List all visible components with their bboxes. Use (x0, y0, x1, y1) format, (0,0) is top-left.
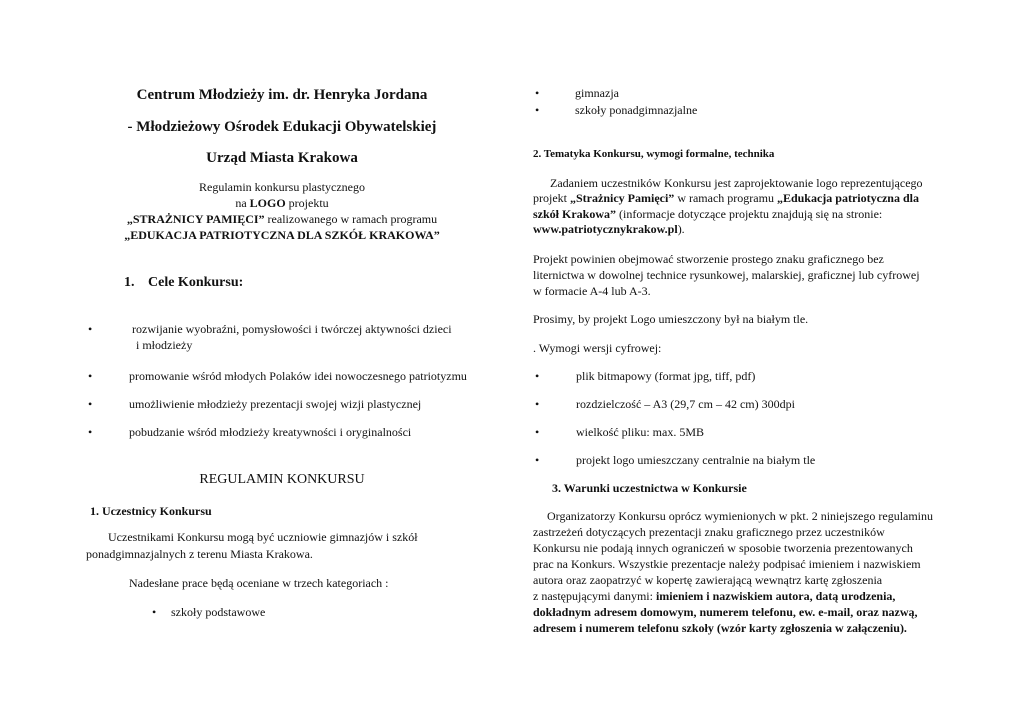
bullet-icon: • (535, 453, 540, 467)
digital-requirement-text: wielkość pliku: max. 5MB (576, 425, 704, 439)
section1-number: 1. (124, 275, 135, 290)
goal-item (88, 397, 488, 413)
regulations-heading: REGULAMIN KONKURSU (199, 472, 365, 487)
bullet-icon: • (88, 369, 93, 383)
task-line-3-post: (informacje dotyczące projektu znajdują się na stronie: (616, 207, 883, 221)
category-item (535, 103, 835, 119)
bullet-icon: • (535, 103, 540, 117)
bullet-icon: • (88, 425, 93, 439)
conditions-line-5: autora oraz zaopatrzyć w kopertę zawierającą wewnątrz kartę zgłoszenia (533, 573, 883, 587)
goal-text-cont: i młodzieży (136, 338, 193, 352)
project-name: „STRAŻNICY PAMIĘCI” (126, 212, 265, 226)
program-name: „EDUKACJA PATRIOTYCZNA DLA SZKÓŁ KRAKOWA” (124, 228, 440, 242)
category-text: szkoły podstawowe (171, 605, 266, 619)
section3-heading: 3. Warunki uczestnictwa w Konkursie (552, 481, 747, 495)
digital-requirements-heading: . Wymogi wersji cyfrowej: (533, 341, 662, 355)
org-title: Centrum Młodzieży im. dr. Henryka Jordana (136, 87, 428, 103)
bullet-icon: • (535, 86, 540, 100)
conditions-line-7: dokładnym adresem domowym, numerem telefonu, ew. e-mail, oraz nazwą, (533, 605, 918, 619)
intro-line-3-post: realizowanego w ramach programu (267, 212, 438, 226)
conditions-line-2: zastrzeżeń dotyczących prezentacji znaku graficznego przez uczestników (533, 525, 885, 539)
goal-item (88, 369, 488, 385)
task-line-4-post: ). (677, 222, 685, 236)
participants-heading: 1. Uczestnicy Konkursu (90, 504, 212, 518)
digital-requirement-item (535, 453, 935, 469)
digital-requirement-item (535, 425, 935, 441)
website-link[interactable]: www.patriotycznykrakow.pl (533, 222, 678, 236)
category-text: gimnazja (575, 86, 619, 100)
white-background-request: Prosimy, by projekt Logo umieszczony był na białym tle. (533, 312, 809, 326)
goal-text: pobudzanie wśród młodzieży kreatywności i oryginalności (129, 425, 412, 439)
intro-line-2-post: projektu (288, 196, 329, 210)
task-program-name: „Edukacja patriotyczna dla (776, 191, 919, 205)
intro-line-2-pre: na (235, 196, 247, 210)
conditions-line-4: prac na Konkurs. Wszystkie prezentacje należy podpisać imieniem i nazwiskiem (533, 557, 921, 571)
digital-requirement-item (535, 369, 935, 385)
digital-requirement-text: rozdzielczość – A3 (29,7 cm – 42 cm) 300dpi (576, 397, 795, 411)
digital-requirement-text: plik bitmapowy (format jpg, tiff, pdf) (576, 369, 756, 383)
task-line-4 (533, 222, 943, 237)
conditions-line-3: Konkursu nie podają innych ograniczeń w sposobie tworzenia prezentowanych (533, 541, 913, 555)
goal-item (88, 322, 488, 356)
goal-text: umożliwienie młodzieży prezentacji swojej wizji plastycznej (129, 397, 422, 411)
goal-item (88, 425, 488, 441)
categories-intro: Nadesłane prace będą oceniane w trzech kategoriach : (129, 576, 389, 590)
intro-line-3 (86, 212, 478, 227)
bullet-icon: • (88, 322, 93, 336)
section1-title: Cele Konkursu: (148, 275, 244, 290)
bullet-icon: • (535, 397, 540, 411)
goal-text: promowanie wśród młodych Polaków idei nowoczesnego patriotyzmu (129, 369, 467, 383)
category-item (535, 86, 835, 102)
section2-heading: 2. Tematyka Konkursu, wymogi formalne, technika (533, 148, 775, 160)
category-item (152, 605, 452, 621)
task-line-2-mid: w ramach programu (674, 191, 777, 205)
org-subtitle: - Młodzieżowy Ośrodek Edukacji Obywatelskiej (127, 119, 437, 135)
task-line-2 (533, 191, 943, 206)
conditions-line-8: adresem i numerem telefonu szkoły (wzór karty zgłoszenia w załączeniu). (533, 621, 907, 635)
participants-line-2: ponadgimnazjalnych z terenu Miasta Krakowa. (86, 547, 313, 561)
intro-line-1: Regulamin konkursu plastycznego (199, 180, 365, 194)
digital-requirement-item (535, 397, 935, 413)
project-line-2: liternictwa w dowolnej technice rysunkowej, malarskiej, graficznej lub cyfrowej (533, 268, 920, 282)
section1-heading (124, 275, 243, 291)
project-line-3: w formacie A-4 lub A-3. (533, 284, 651, 298)
task-line-1: Zadaniem uczestników Konkursu jest zaprojektowanie logo reprezentującego (550, 176, 923, 190)
city-office-title: Urząd Miasta Krakowa (206, 150, 358, 166)
task-project-name: „Strażnicy Pamięci” (570, 191, 675, 205)
bullet-icon: • (88, 397, 93, 411)
bullet-icon: • (535, 425, 540, 439)
digital-requirement-text: projekt logo umieszczany centralnie na białym tle (576, 453, 816, 467)
participants-line-1: Uczestnikami Konkursu mogą być uczniowie gimnazjów i szkół (108, 530, 418, 544)
task-line-3 (533, 207, 943, 222)
bullet-icon: • (152, 605, 157, 619)
conditions-required-data: imieniem i nazwiskiem autora, datą urodzenia, (655, 589, 896, 603)
task-program-name-cont: szkół Krakowa” (533, 207, 617, 221)
goal-text: rozwijanie wyobraźni, pomysłowości i twórczej aktywności dzieci (132, 322, 452, 336)
intro-logo-word: LOGO (249, 196, 286, 210)
bullet-icon: • (535, 369, 540, 383)
conditions-line-6 (533, 589, 937, 604)
conditions-line-1: Organizatorzy Konkursu oprócz wymienionych w pkt. 2 niniejszego regulaminu (547, 509, 934, 523)
intro-line-2 (86, 196, 478, 211)
category-text: szkoły ponadgimnazjalne (575, 103, 698, 117)
task-line-2-pre: projekt (533, 191, 570, 205)
conditions-line-6-pre: z następującymi danymi: (533, 589, 656, 603)
project-line-1: Projekt powinien obejmować stworzenie prostego znaku graficznego bez (533, 252, 884, 266)
